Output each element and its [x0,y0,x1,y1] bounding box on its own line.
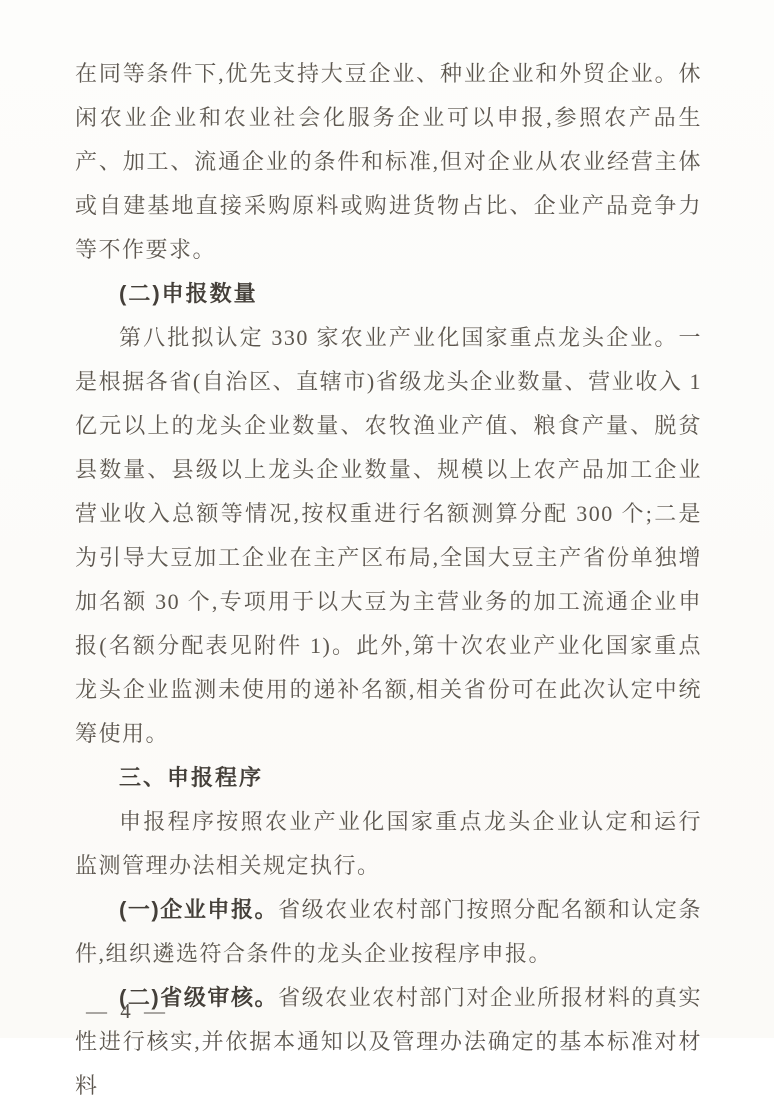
runin-heading-label: (一)企业申报。 [119,897,279,922]
section-heading: 三、申报程序 [119,765,264,790]
paragraph-text: 省级农业农村部门对企业所报材料的真实性进行核实,并依据本通知以及管理办法确定的基本标准对材料 [75,985,702,1098]
paragraph: 在同等条件下,优先支持大豆企业、种业企业和外贸企业。休闲农业企业和农业社会化服务企业可以申报,参照农产品生产、加工、流通企业的条件和标准,但对企业从农业经营主体或自建基地直接采购原料或购进货物占比、企业产品竞争力等不作要求。 [75,61,702,262]
page-number: — 4 — [86,999,169,1023]
section-heading: (二)申报数量 [119,281,258,306]
paragraph [75,976,702,1108]
runin-heading-label: (二)省级审核。 [119,985,279,1010]
paragraph [75,888,702,976]
paragraph: 第八批拟认定 330 家农业产业化国家重点龙头企业。一是根据各省(自治区、直辖市)省级龙头企业数量、营业收入 1 亿元以上的龙头企业数量、农牧渔业产值、粮食产量、脱贫县数量、县级以上龙头企业数量、规模以上农产品加工企业营业收入总额等情况,按权重进行名额测算分配 300 个;二是为引导大豆加工企业在主产区布局,全国大豆主产省份单独增加名额 30 个,专项用于以大豆为主营业务的加工流通企业申报(名额分配表见附件 1)。此外,第十次农业产业化国家重点龙头企业监测未使用的递补名额,相关省份可在此次认定中统筹使用。 [75,325,702,746]
paragraph-text: 省级农业农村部门按照分配名额和认定条件,组织遴选符合条件的龙头企业按程序申报。 [75,897,702,966]
paragraph: 申报程序按照农业产业化国家重点龙头企业认定和运行监测管理办法相关规定执行。 [75,809,702,878]
